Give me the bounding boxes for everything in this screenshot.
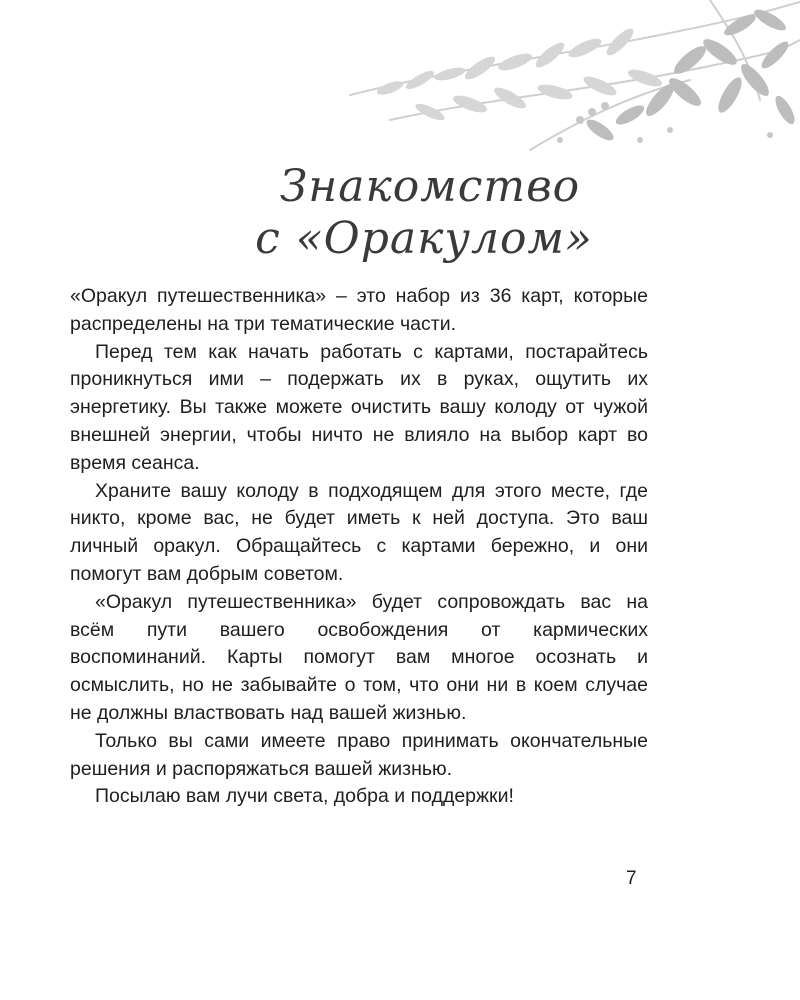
floral-ornament	[330, 0, 800, 160]
page-number: 7	[626, 868, 637, 889]
paragraph: Перед тем как начать работать с картами, постарайтесь проникнуться ими – подержать их в руках, ощутить их энергетику. Вы также можете очистить вашу колоду от чужой внешней энергии, чтобы ничто не влияло на выбор карт во время сеанса.	[70, 340, 648, 474]
paragraph: Только вы сами имеете право принимать окончательные решения и распоряжаться вашей жизнью.	[70, 729, 648, 780]
page-title-line-1: Знакомство	[279, 161, 581, 212]
paragraph: «Оракул путешественника» будет сопровождать вас на всём пути вашего освобождения от кармических воспоминаний. Карты помогут вам многое осознать и осмыслить, но не забывайте о том, что они ни в коем случае не должны властвовать над вашей жизнью.	[70, 590, 648, 724]
paragraph: «Оракул путешественника» – это набор из 36 карт, которые распределены на три тематические части.	[70, 285, 648, 335]
paragraph: Посылаю вам лучи света, добра и поддержки!	[95, 785, 514, 808]
page-title-line-2: с «Оракулом»	[255, 213, 593, 264]
paragraph: Храните вашу колоду в подходящем для этого месте, где никто, кроме вас, не будет иметь к ней доступа. Это ваш личный оракул. Обращайтесь с картами бережно, и они помогут вам добрым советом.	[70, 479, 648, 585]
body-text	[70, 283, 648, 811]
